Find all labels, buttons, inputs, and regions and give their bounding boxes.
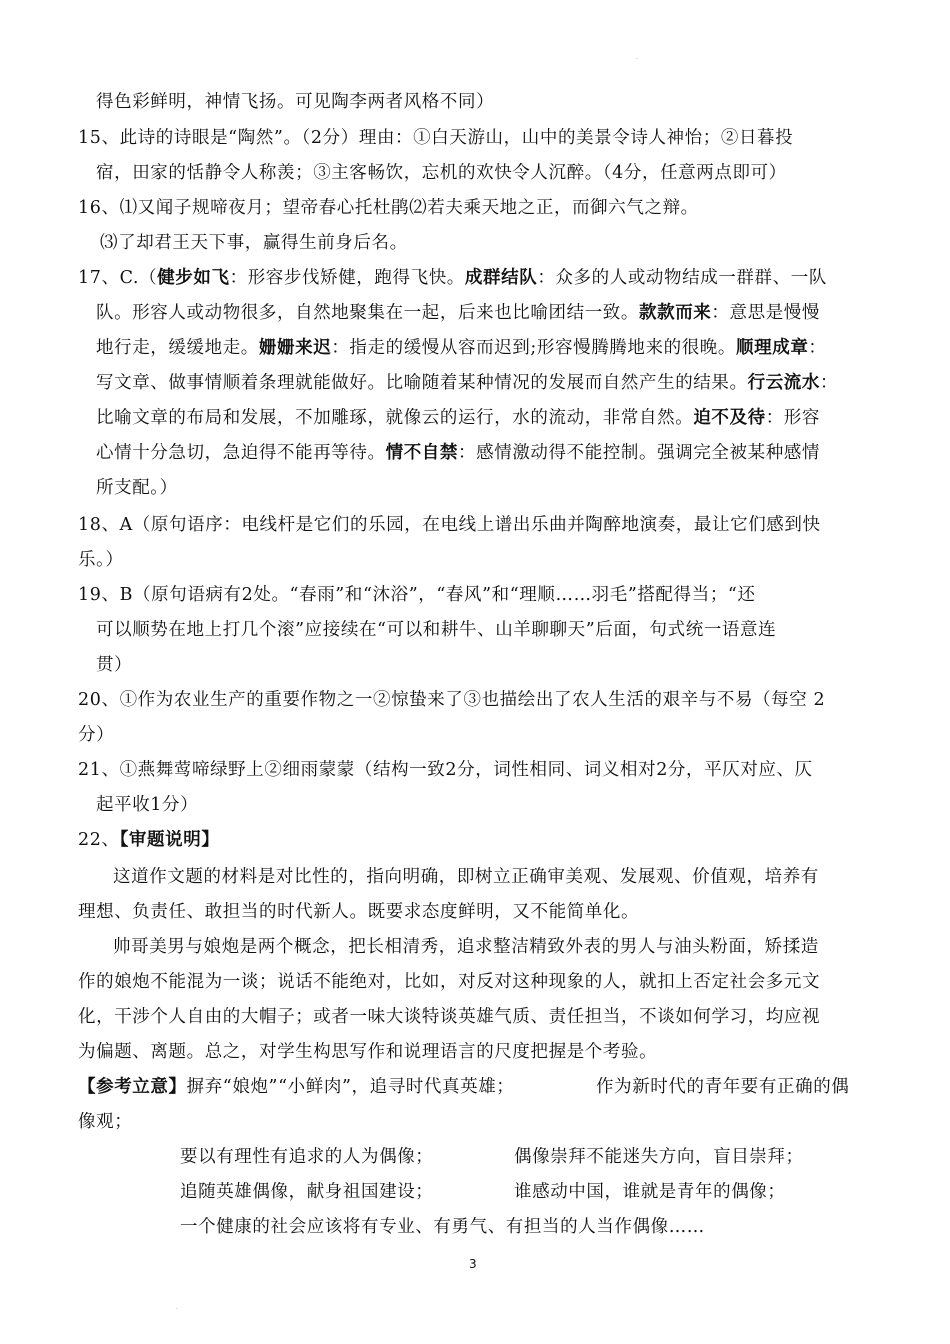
scan-dot: ·: [176, 1306, 178, 1313]
idiom-term: 情不自禁: [385, 443, 459, 463]
q17-line-6: [96, 442, 820, 464]
idiom-definition: ：: [808, 338, 827, 358]
idiom-definition: ：形容: [765, 408, 821, 428]
q15-line-2: 宿，田家的恬静令人称羡；③主客畅饮，忘机的欢快令人沉醉。（4分，任意两点即可）: [96, 163, 787, 183]
q17-line-2: [96, 302, 820, 324]
reference-text: 作为新时代的青年要有正确的偶: [596, 1077, 850, 1097]
q19-line-1: 19、B（原句语病有2处。“春雨”和“沐浴”，“春风”和“理顺……羽毛”搭配得当；“还: [78, 585, 756, 605]
q22-heading-line: [78, 829, 219, 851]
reference-item: 一个健康的社会应该将有专业、有勇气、有担当的人当作偶像……: [180, 1217, 705, 1237]
idiom-term: 行云流水: [747, 373, 821, 393]
q20-line-2: 分）: [78, 725, 115, 745]
idiom-term: 健步如飞: [157, 268, 230, 288]
q17-line-5: [96, 407, 820, 429]
q22-paragraph-1: 理想、负责任、敢担当的时代新人。既要求态度鲜明，又不能简单化。: [78, 902, 640, 922]
idiom-definition: ：众多的人或动物结成一群群、一队: [537, 268, 827, 288]
idiom-definition: 队。形容人或动物很多，自然地聚集在一起，后来也比喻团结一致。: [96, 303, 639, 323]
q20-line-1: 20、①作为农业生产的重要作物之一②惊蛰来了③也描绘出了农人生活的艰辛与不易（每空 2: [78, 690, 826, 710]
reference-text: 像观；: [78, 1112, 133, 1132]
q22-paragraph-2: 为偏题、离题。总之，对学生构思写作和说理语言的尺度把握是个考验。: [78, 1042, 658, 1062]
idiom-definition: 比喻文章的布局和发展，不加雕琢，就像云的运行，水的流动，非常自然。: [96, 408, 694, 428]
idiom-term: 顺理成章: [736, 338, 809, 358]
q17-prefix: 17、C.（: [78, 268, 158, 288]
page-number: 3: [469, 1257, 477, 1271]
reference-intent-line: [78, 1076, 514, 1098]
q16-line-2: ⑶了却君王天下事，赢得生前身后名。: [100, 233, 408, 253]
q22-paragraph-2: 帅哥美男与娘炮是两个概念，把长相清秀，追求整洁精致外表的男人与油头粉面，矫揉造: [113, 937, 819, 957]
continuation-line: 得色彩鲜明，神情飞扬。可见陶李两者风格不同）: [96, 92, 495, 112]
reference-text: 摒弃“娘炮”“小鲜肉”，追寻时代真英雄；: [186, 1077, 515, 1097]
idiom-definition: 心情十分急切，急迫得不能再等待。: [96, 443, 386, 463]
q18-line-1: 18、A（原句语序：电线杆是它们的乐园，在电线上谱出乐曲并陶醉地演奏，最让它们感到快: [78, 515, 821, 535]
idiom-term: 款款而来: [639, 303, 712, 323]
q17-line-7: 所支配。）: [96, 478, 178, 498]
q15-line-1: 15、此诗的诗眼是“陶然”。（2分）理由：①白天游山，山中的美景令诗人神怡；②日暮投: [78, 128, 794, 148]
q19-line-2: 可以顺势在地上打几个滚”应接续在“可以和耕牛、山羊聊聊天”后面，句式统一语意连: [96, 620, 777, 640]
q18-line-2: 乐。）: [78, 550, 124, 570]
section-heading: 【参考立意】: [78, 1077, 187, 1097]
idiom-term: 迫不及待: [693, 408, 766, 428]
idiom-definition: ：感情激动得不能控制。强调完全被某种感情: [458, 443, 821, 463]
q21-line-2: 起平收1分）: [96, 795, 199, 815]
idiom-definition: ：: [820, 373, 839, 393]
idiom-definition: ：指走的缓慢从容而迟到;形容慢腾腾地来的很晚。: [331, 338, 737, 358]
reference-item: 谁感动中国，谁就是青年的偶像；: [514, 1182, 786, 1202]
idiom-term: 成群结队: [464, 268, 538, 288]
q22-paragraph-2: 化，干涉个人自由的大帽子；或者一味大谈特谈英雄气质、责任担当，不谈如何学习，均应视: [78, 1007, 821, 1027]
q21-line-1: 21、①燕舞莺啼绿野上②细雨蒙蒙（结构一致2分，词性相同、词义相对2分，平仄对应、仄: [78, 760, 813, 780]
idiom-definition: 写文章、做事情顺着条理就能做好。比喻随着某种情况的发展而自然产生的结果。: [96, 373, 748, 393]
q22-number: 22、: [78, 830, 120, 850]
q17-line-3: [96, 337, 827, 359]
reference-item: 追随英雄偶像，献身祖国建设；: [180, 1182, 434, 1202]
q16-line-1: 16、⑴又闻子规啼夜月；望帝春心托杜鹃⑵若夫乘天地之正，而御六气之辩。: [78, 198, 699, 218]
idiom-definition: ：意思是慢慢: [711, 303, 821, 323]
q22-paragraph-1: 这道作文题的材料是对比性的，指向明确，即树立正确审美观、发展观、价值观，培养有: [113, 867, 819, 887]
idiom-term: 姗姗来迟: [258, 338, 332, 358]
reference-item: 要以有理性有追求的人为偶像；: [180, 1147, 434, 1167]
section-heading: 【审题说明】: [119, 830, 220, 850]
q19-line-3: 贯）: [96, 655, 133, 675]
q17-line-1: [78, 267, 827, 289]
idiom-definition: ：形容步伐矫健，跑得飞快。: [229, 268, 465, 288]
reference-item: 偶像崇拜不能迷失方向，盲目崇拜；: [514, 1147, 804, 1167]
q17-line-4: [96, 372, 838, 394]
idiom-definition: 地行走，缓缓地走。: [96, 338, 259, 358]
q22-paragraph-2: 作的娘炮不能混为一谈；说话不能绝对，比如，对反对这种现象的人，就扣上否定社会多元文: [78, 972, 821, 992]
scan-dot: ·: [636, 56, 638, 63]
